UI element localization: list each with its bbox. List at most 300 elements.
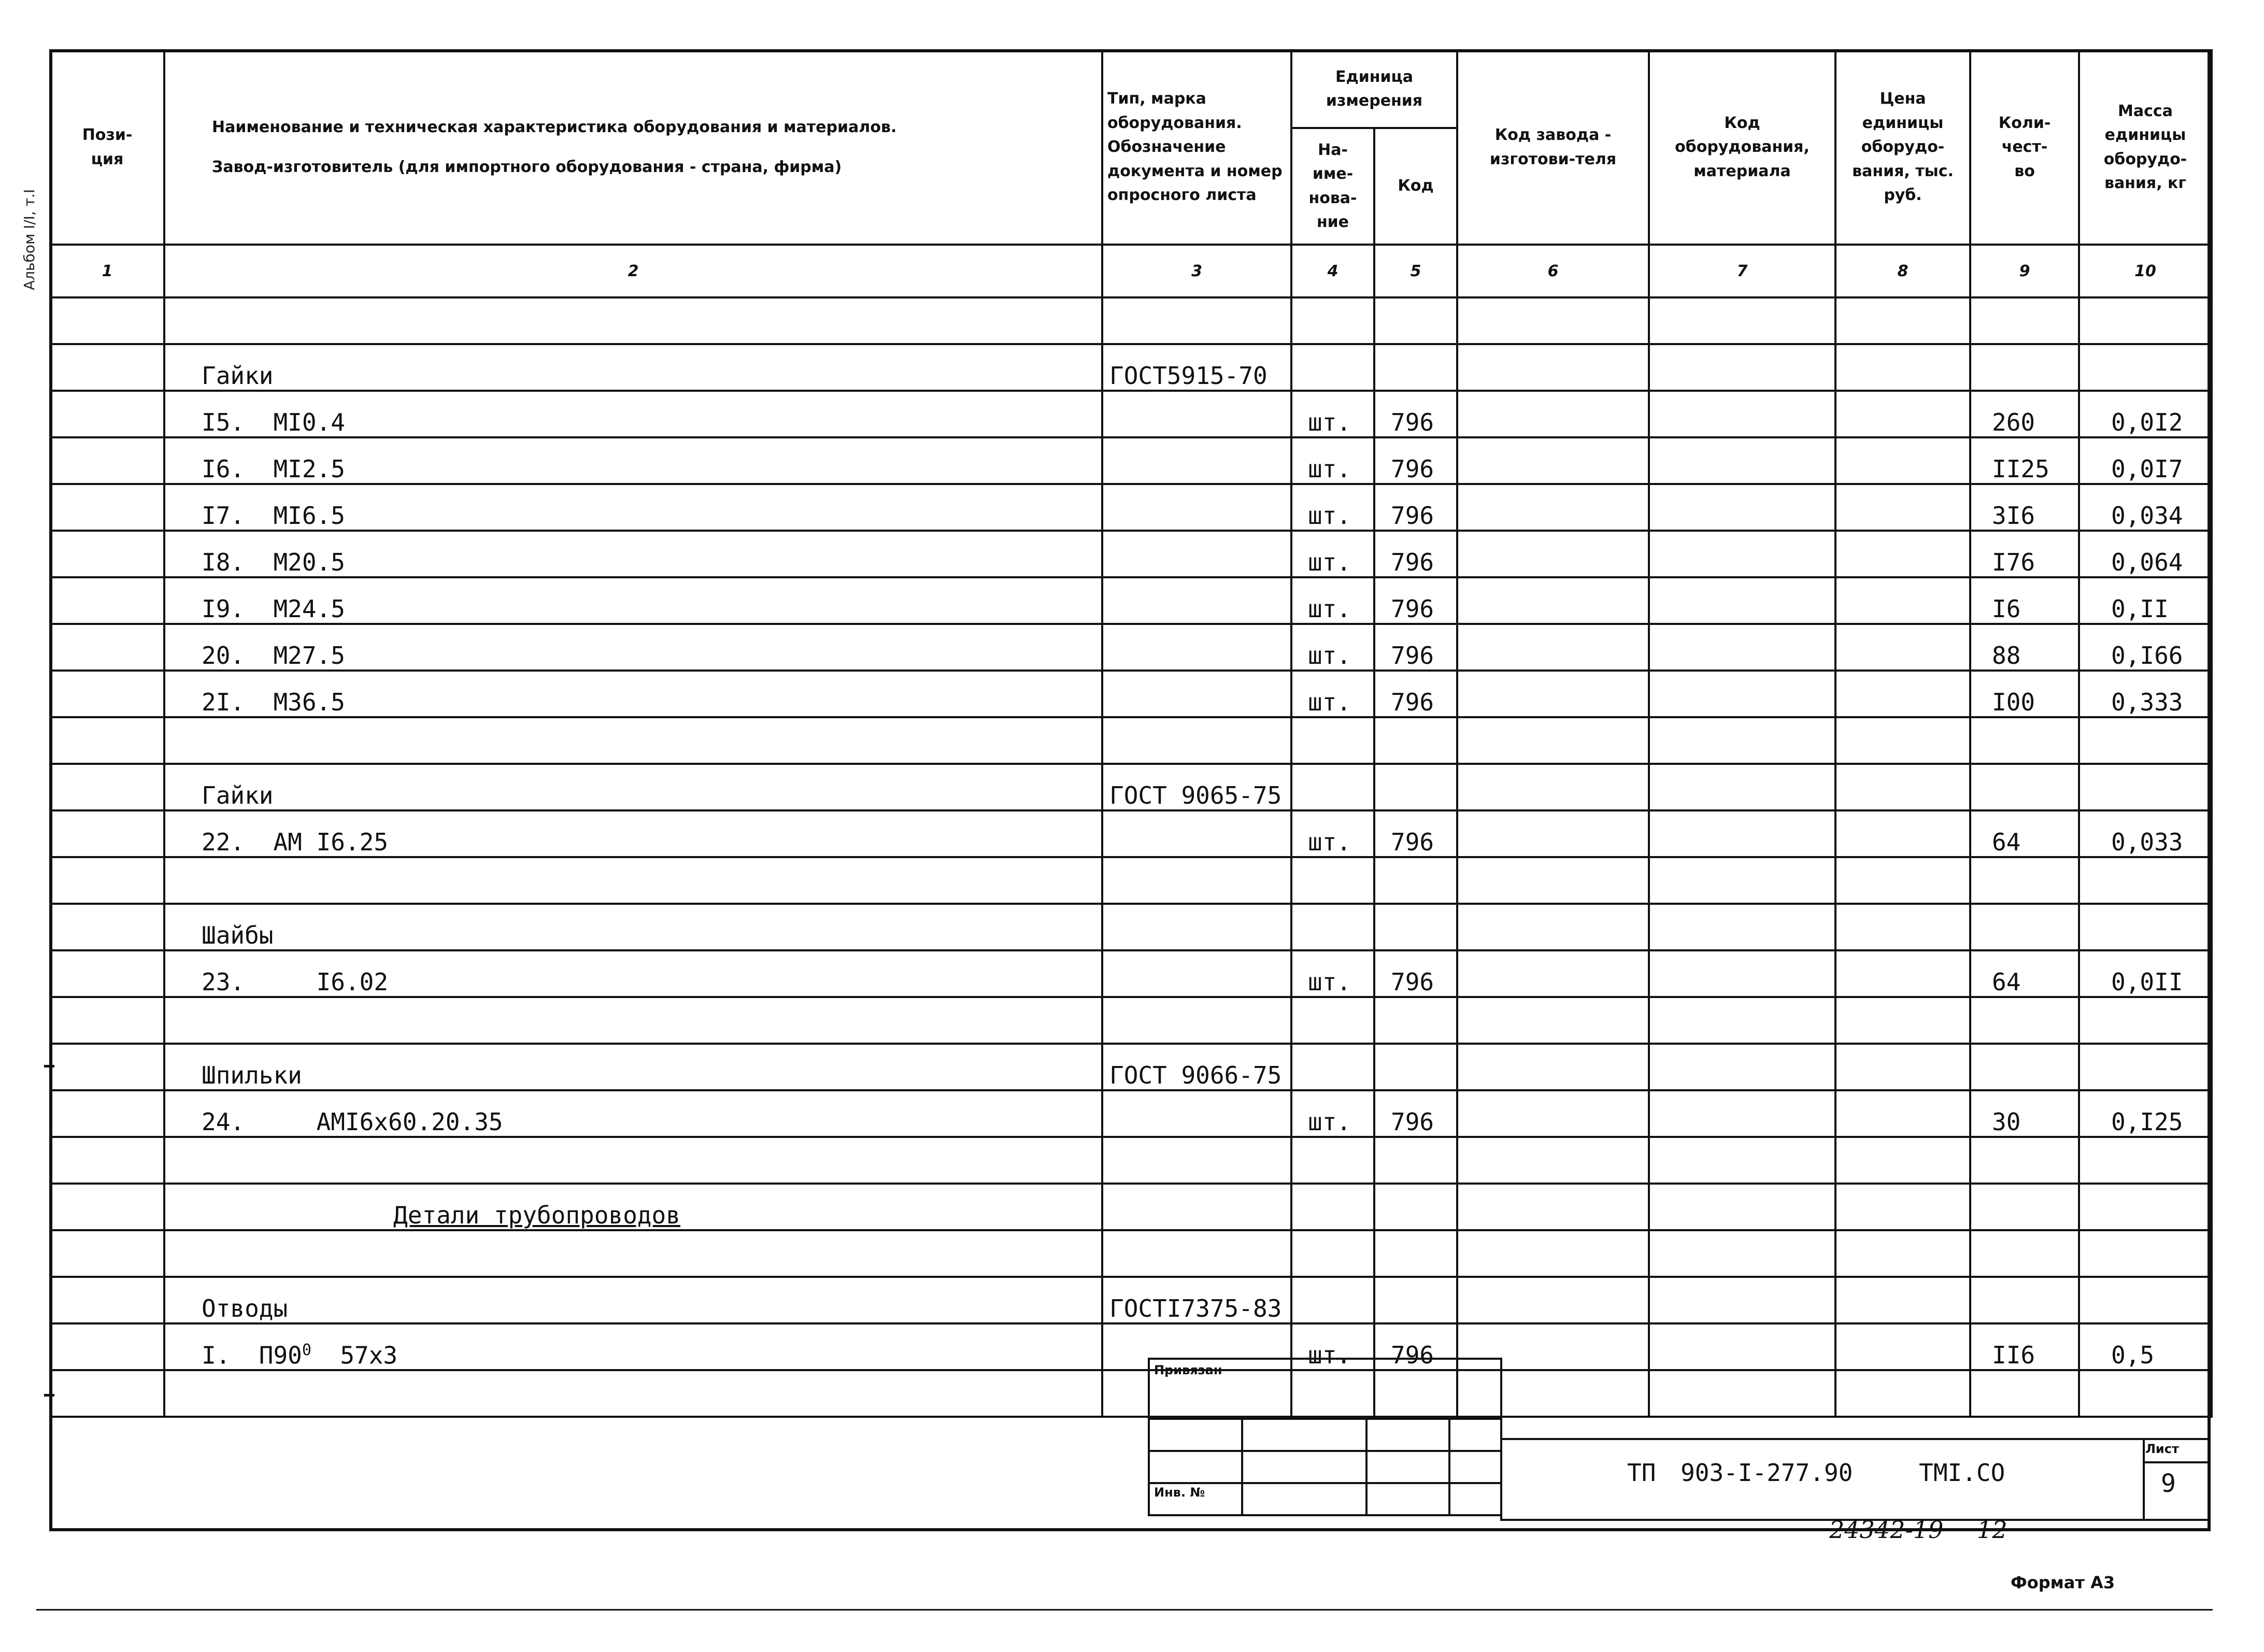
cell-pos (50, 717, 164, 764)
cell-price (1835, 1184, 1970, 1230)
cell-name: Шайбы (164, 904, 1102, 950)
cell-factory (1457, 671, 1649, 717)
table-row (50, 577, 2212, 624)
cell-unit: шт. (1291, 531, 1374, 577)
table-row (50, 1090, 2212, 1137)
cell-name (164, 857, 1102, 904)
cell-unit: шт. (1291, 484, 1374, 531)
cell-name: 2I. M36.5 (164, 671, 1102, 717)
cell-code (1374, 904, 1457, 950)
cell-unit: шт. (1291, 1090, 1374, 1137)
cell-code: 796 (1374, 624, 1457, 671)
cell-name: I9. M24.5 (164, 577, 1102, 624)
cell-qty (1970, 1184, 2079, 1230)
table-row (50, 624, 2212, 671)
specification-table (49, 49, 2213, 1418)
cell-name: 20. M27.5 (164, 624, 1102, 671)
cell-qty (1970, 717, 2079, 764)
cell-unit (1291, 717, 1374, 764)
cell-name (164, 1323, 1102, 1370)
cell-qty: I00 (1970, 671, 2079, 717)
cell-price (1835, 484, 1970, 531)
cell-factory (1457, 297, 1649, 344)
cell-doc: ГОСТ5915-70 (1102, 344, 1291, 391)
cell-doc (1102, 904, 1291, 950)
cell-eqcode (1649, 904, 1835, 950)
cell-price (1835, 810, 1970, 857)
col-number: 4 (1291, 245, 1374, 297)
col-number: 8 (1835, 245, 1970, 297)
cell-factory (1457, 484, 1649, 531)
cell-pos (50, 857, 164, 904)
cell-factory (1457, 437, 1649, 484)
table-row (50, 1044, 2212, 1090)
cell-price (1835, 997, 1970, 1044)
cell-factory (1457, 810, 1649, 857)
cell-unit: шт. (1291, 437, 1374, 484)
cell-code: 796 (1374, 1090, 1457, 1137)
cell-qty (1970, 1044, 2079, 1090)
cell-code: 796 (1374, 950, 1457, 997)
cell-mass (2079, 997, 2212, 1044)
cell-eqcode (1649, 531, 1835, 577)
table-row (50, 950, 2212, 997)
cell-name: 24. AMI6x60.20.35 (164, 1090, 1102, 1137)
cell-unit (1291, 764, 1374, 810)
cell-pos (50, 1090, 164, 1137)
cell-mass: 0,II (2079, 577, 2212, 624)
cell-mass (2079, 764, 2212, 810)
cell-name: 23. I6.02 (164, 950, 1102, 997)
cell-pos (50, 531, 164, 577)
header-name (164, 50, 1102, 245)
cell-pos (50, 624, 164, 671)
approval-stamp (1148, 1358, 1502, 1516)
cell-doc (1102, 391, 1291, 437)
table-row (50, 857, 2212, 904)
inventory-label: Инв. № (1149, 1483, 1242, 1515)
cell-eqcode (1649, 1044, 1835, 1090)
cell-pos (50, 1230, 164, 1277)
cell-price (1835, 577, 1970, 624)
cell-pos (50, 1370, 164, 1417)
cell-doc (1102, 810, 1291, 857)
cell-name: I5. MI0.4 (164, 391, 1102, 437)
table-row (50, 1137, 2212, 1184)
cell-mass: 0,0II (2079, 950, 2212, 997)
cell-code (1374, 764, 1457, 810)
cell-name (164, 297, 1102, 344)
cell-price (1835, 1230, 1970, 1277)
cell-mass (2079, 344, 2212, 391)
cell-price (1835, 297, 1970, 344)
header-mass: Масса единицы оборудо-вания, кг (2079, 50, 2212, 245)
cell-doc (1102, 1137, 1291, 1184)
header-unit-name: На-име-нова-ние (1291, 128, 1374, 245)
header-name-line1: Наименование и техническая характеристика оборудования и материалов. (212, 118, 897, 136)
cell-unit (1291, 1044, 1374, 1090)
cell-name: Гайки (164, 344, 1102, 391)
cell-pos (50, 950, 164, 997)
cell-eqcode (1649, 1370, 1835, 1417)
cell-price (1835, 950, 1970, 997)
document-code (1627, 1459, 2005, 1487)
document-number: ТП 903-I-277.90 (1627, 1459, 1853, 1487)
cell-eqcode (1649, 717, 1835, 764)
header-name-line2: Завод-изготовитель (для импортного оборудования - страна, фирма) (212, 158, 842, 176)
cell-name (164, 997, 1102, 1044)
table-row (50, 1230, 2212, 1277)
cell-code (1374, 717, 1457, 764)
cell-doc (1102, 1090, 1291, 1137)
item-size: 57x3 (311, 1341, 398, 1369)
sheet-divider (2143, 1461, 2211, 1463)
cell-price (1835, 1323, 1970, 1370)
cell-name (164, 717, 1102, 764)
cell-unit (1291, 1137, 1374, 1184)
cell-price (1835, 437, 1970, 484)
cell-factory (1457, 577, 1649, 624)
cell-price (1835, 671, 1970, 717)
table-row (50, 437, 2212, 484)
cell-unit (1291, 344, 1374, 391)
cell-pos (50, 344, 164, 391)
cell-qty: I6 (1970, 577, 2079, 624)
cell-doc (1102, 297, 1291, 344)
cell-mass: 0,333 (2079, 671, 2212, 717)
cell-factory (1457, 624, 1649, 671)
cell-factory (1457, 531, 1649, 577)
cell-pos (50, 577, 164, 624)
handwritten-number (1829, 1516, 2007, 1544)
cell-mass: 0,0I2 (2079, 391, 2212, 437)
cell-doc (1102, 577, 1291, 624)
table-row (50, 671, 2212, 717)
cell-qty (1970, 764, 2079, 810)
cell-code (1374, 857, 1457, 904)
cell-eqcode (1649, 764, 1835, 810)
item-name: I. П90 (202, 1341, 302, 1369)
cell-mass (2079, 1044, 2212, 1090)
header-type: Тип, марка оборудования. Обозначение документа и номер опросного листа (1102, 50, 1291, 245)
cell-pos (50, 391, 164, 437)
cell-mass (2079, 717, 2212, 764)
cell-name: Отводы (164, 1277, 1102, 1323)
cell-code (1374, 1137, 1457, 1184)
cell-code (1374, 1044, 1457, 1090)
cell-unit: шт. (1291, 577, 1374, 624)
table-row (50, 1277, 2212, 1323)
cell-eqcode (1649, 1137, 1835, 1184)
cell-qty: I76 (1970, 531, 2079, 577)
cell-qty (1970, 1370, 2079, 1417)
cell-mass: 0,033 (2079, 810, 2212, 857)
cell-qty: 30 (1970, 1090, 2079, 1137)
cell-factory (1457, 997, 1649, 1044)
cell-qty: II25 (1970, 437, 2079, 484)
cell-pos (50, 1277, 164, 1323)
cell-eqcode (1649, 437, 1835, 484)
handwritten-page: 12 (1977, 1516, 2007, 1544)
col-number: 3 (1102, 245, 1291, 297)
table-row (50, 531, 2212, 577)
cell-eqcode (1649, 1090, 1835, 1137)
cell-qty (1970, 344, 2079, 391)
cell-unit: шт. (1291, 810, 1374, 857)
cell-factory (1457, 1044, 1649, 1090)
cell-qty: 64 (1970, 950, 2079, 997)
cell-doc (1102, 950, 1291, 997)
cell-eqcode (1649, 391, 1835, 437)
table-row (50, 810, 2212, 857)
table-row (50, 344, 2212, 391)
header-factory-code: Код завода - изготови-теля (1457, 50, 1649, 245)
col-number: 1 (50, 245, 164, 297)
cell-qty: 260 (1970, 391, 2079, 437)
cell-unit: шт. (1291, 391, 1374, 437)
cell-code: 796 (1374, 671, 1457, 717)
cell-pos (50, 671, 164, 717)
cell-doc (1102, 484, 1291, 531)
cell-unit (1291, 1184, 1374, 1230)
cell-eqcode (1649, 1230, 1835, 1277)
cell-doc (1102, 1230, 1291, 1277)
cell-mass (2079, 904, 2212, 950)
cell-doc (1102, 717, 1291, 764)
cell-pos (50, 997, 164, 1044)
cell-code (1374, 1184, 1457, 1230)
col-number: 5 (1374, 245, 1457, 297)
cell-mass: 0,5 (2079, 1323, 2212, 1370)
cell-pos (50, 904, 164, 950)
cell-unit: шт. (1291, 1323, 1374, 1370)
cell-eqcode (1649, 1184, 1835, 1230)
cell-name: Гайки (164, 764, 1102, 810)
cell-name: I6. MI2.5 (164, 437, 1102, 484)
cell-code (1374, 297, 1457, 344)
cell-doc (1102, 624, 1291, 671)
col-number: 10 (2079, 245, 2212, 297)
cell-factory (1457, 764, 1649, 810)
bottom-rule (36, 1609, 2213, 1611)
cell-eqcode (1649, 1277, 1835, 1323)
cell-eqcode (1649, 297, 1835, 344)
cell-mass (2079, 857, 2212, 904)
cell-factory (1457, 1184, 1649, 1230)
cell-price (1835, 857, 1970, 904)
cell-eqcode (1649, 857, 1835, 904)
col-number: 6 (1457, 245, 1649, 297)
cell-mass: 0,0I7 (2079, 437, 2212, 484)
cell-unit (1291, 1277, 1374, 1323)
cell-factory (1457, 1137, 1649, 1184)
cell-price (1835, 764, 1970, 810)
col-number: 7 (1649, 245, 1835, 297)
cell-eqcode (1649, 671, 1835, 717)
cell-unit: шт. (1291, 950, 1374, 997)
cell-eqcode (1649, 344, 1835, 391)
cell-price (1835, 624, 1970, 671)
cell-factory (1457, 1090, 1649, 1137)
cell-mass: 0,064 (2079, 531, 2212, 577)
cell-unit (1291, 997, 1374, 1044)
cell-doc (1102, 1184, 1291, 1230)
cell-doc (1102, 437, 1291, 484)
cell-code (1374, 1230, 1457, 1277)
cell-doc (1102, 997, 1291, 1044)
cell-factory (1457, 904, 1649, 950)
cell-qty: II6 (1970, 1323, 2079, 1370)
cell-price (1835, 344, 1970, 391)
cell-factory (1457, 1277, 1649, 1323)
format-label: Формат А3 (2011, 1573, 2115, 1592)
cell-eqcode (1649, 484, 1835, 531)
header-unit: Единица измерения (1291, 50, 1457, 128)
cell-code: 796 (1374, 437, 1457, 484)
cell-mass: 0,I66 (2079, 624, 2212, 671)
cell-mass (2079, 1277, 2212, 1323)
cell-code (1374, 997, 1457, 1044)
document-mark: TMI.CO (1919, 1459, 2005, 1487)
cell-factory (1457, 717, 1649, 764)
cell-eqcode (1649, 810, 1835, 857)
cell-price (1835, 391, 1970, 437)
cell-pos (50, 1044, 164, 1090)
handwritten-archive-number: 24342-19 (1829, 1516, 1944, 1544)
cell-qty (1970, 297, 2079, 344)
cell-price (1835, 1137, 1970, 1184)
cell-code: 796 (1374, 484, 1457, 531)
cell-code: 796 (1374, 391, 1457, 437)
cell-mass (2079, 1184, 2212, 1230)
sheet-number: 9 (2161, 1469, 2176, 1498)
cell-pos (50, 1184, 164, 1230)
cell-qty (1970, 997, 2079, 1044)
cell-mass (2079, 1137, 2212, 1184)
side-text: Альбом I/I, т.I (21, 189, 38, 290)
cell-qty (1970, 904, 2079, 950)
cell-code: 796 (1374, 810, 1457, 857)
cell-name: I8. M20.5 (164, 531, 1102, 577)
header-quantity: Коли-чест-во (1970, 50, 2079, 245)
cell-factory (1457, 857, 1649, 904)
header-price: Цена единицы оборудо-вания, тыс. руб. (1835, 50, 1970, 245)
cell-eqcode (1649, 950, 1835, 997)
cell-name: I7. MI6.5 (164, 484, 1102, 531)
bound-label: Привязан (1149, 1359, 1501, 1419)
cell-mass: 0,I25 (2079, 1090, 2212, 1137)
table-row (50, 997, 2212, 1044)
section-title: Детали трубопроводов (164, 1184, 1102, 1230)
cell-qty: 3I6 (1970, 484, 2079, 531)
table-row (50, 484, 2212, 531)
cell-name (164, 1370, 1102, 1417)
sheet-label: Лист (2145, 1442, 2179, 1456)
header-equipment-code: Код оборудования, материала (1649, 50, 1835, 245)
table-row (50, 904, 2212, 950)
cell-factory (1457, 391, 1649, 437)
margin-tick (44, 1394, 54, 1397)
cell-pos (50, 1323, 164, 1370)
cell-pos (50, 297, 164, 344)
cell-pos (50, 437, 164, 484)
cell-price (1835, 1090, 1970, 1137)
table-row (50, 297, 2212, 344)
cell-code: 796 (1374, 531, 1457, 577)
header-unit-code: Код (1374, 128, 1457, 245)
cell-eqcode (1649, 997, 1835, 1044)
margin-tick (44, 1065, 54, 1067)
cell-mass: 0,034 (2079, 484, 2212, 531)
col-number: 2 (164, 245, 1102, 297)
cell-name: 22. AM I6.25 (164, 810, 1102, 857)
table-row (50, 1323, 2212, 1370)
table-row (50, 1184, 2212, 1230)
cell-qty (1970, 1277, 2079, 1323)
cell-pos (50, 484, 164, 531)
cell-doc (1102, 531, 1291, 577)
cell-mass (2079, 1370, 2212, 1417)
col-number: 9 (1970, 245, 2079, 297)
cell-unit (1291, 297, 1374, 344)
cell-pos (50, 764, 164, 810)
cell-price (1835, 531, 1970, 577)
degree-mark: 0 (302, 1341, 311, 1359)
cell-price (1835, 1370, 1970, 1417)
cell-pos (50, 810, 164, 857)
cell-code: 796 (1374, 1323, 1457, 1370)
cell-name (164, 1137, 1102, 1184)
cell-code (1374, 344, 1457, 391)
cell-code: 796 (1374, 577, 1457, 624)
table-row (50, 764, 2212, 810)
cell-doc: ГОСТ 9066-75 (1102, 1044, 1291, 1090)
cell-qty: 64 (1970, 810, 2079, 857)
cell-eqcode (1649, 1323, 1835, 1370)
cell-price (1835, 904, 1970, 950)
header-position: Пози- ция (50, 50, 164, 245)
cell-price (1835, 1044, 1970, 1090)
cell-unit (1291, 857, 1374, 904)
cell-doc (1102, 857, 1291, 904)
cell-pos (50, 1137, 164, 1184)
cell-qty (1970, 1230, 2079, 1277)
cell-price (1835, 717, 1970, 764)
cell-qty (1970, 857, 2079, 904)
table-row (50, 1370, 2212, 1417)
cell-factory (1457, 1230, 1649, 1277)
cell-unit (1291, 1230, 1374, 1277)
cell-doc (1102, 671, 1291, 717)
cell-unit (1291, 904, 1374, 950)
cell-mass (2079, 297, 2212, 344)
table-row (50, 391, 2212, 437)
cell-factory (1457, 950, 1649, 997)
cell-unit: шт. (1291, 671, 1374, 717)
cell-doc: ГОСТI7375-83 (1102, 1277, 1291, 1323)
cell-doc: ГОСТ 9065-75 (1102, 764, 1291, 810)
cell-qty: 88 (1970, 624, 2079, 671)
cell-code (1374, 1277, 1457, 1323)
cell-name (164, 1230, 1102, 1277)
cell-mass (2079, 1230, 2212, 1277)
table-row (50, 717, 2212, 764)
cell-name: Шпильки (164, 1044, 1102, 1090)
cell-eqcode (1649, 577, 1835, 624)
cell-eqcode (1649, 624, 1835, 671)
cell-factory (1457, 344, 1649, 391)
cell-unit: шт. (1291, 624, 1374, 671)
